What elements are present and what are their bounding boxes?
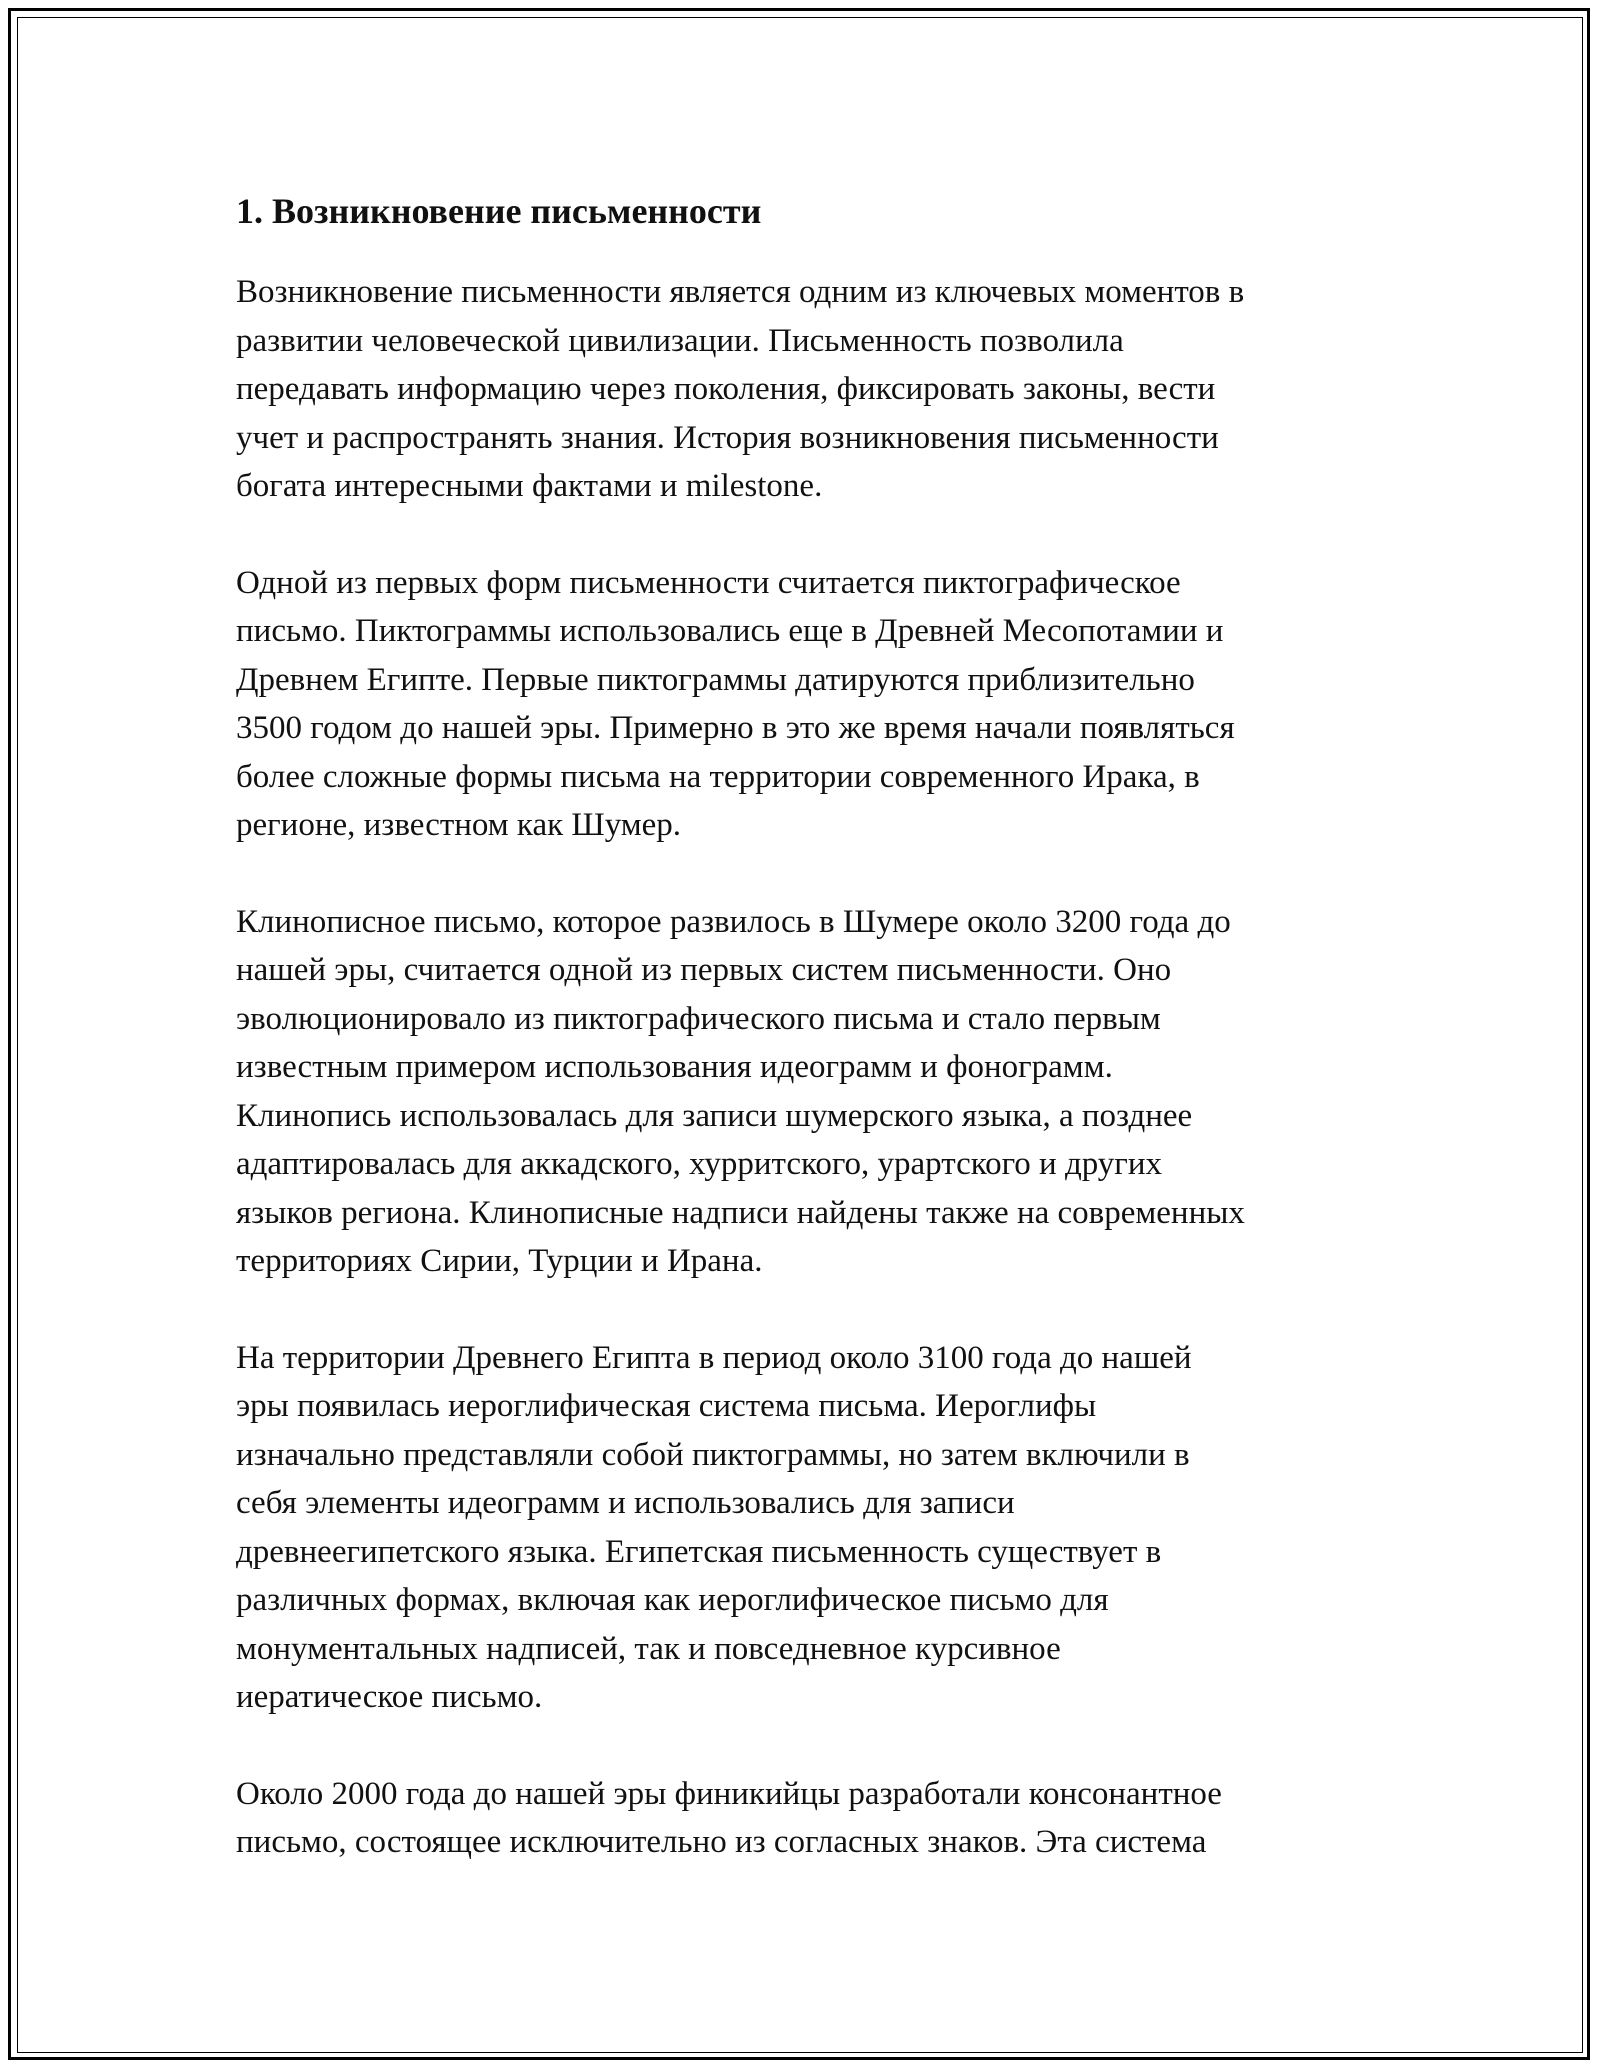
document-body [236,180,1376,1867]
paragraph-phoenician-script: Около 2000 года до нашей эры финикийцы разработали консонантное письмо, состоящее исключительно из согласных знаков. Эта система [236,1775,1222,1860]
paragraph-egyptian-hieroglyphs: На территории Древнего Египта в период около 3100 года до нашей эры появилась иероглифическая система письма. Иероглифы изначально представляли собой пиктограммы, но затем включили в себя элементы идеограмм и использовались для записи древнеегипетского языка. Египетская письменность существует в различных формах, включая как иероглифическое письмо для монументальных надписей, так и повседневное курсивное иератическое письмо. [236,1339,1192,1715]
section-heading: 1. Возникновение письменности [236,191,762,231]
paragraph-pictographic-writing: Одной из первых форм письменности считается пиктографическое письмо. Пиктограммы использовались еще в Древней Месопотамии и Древнем Египте. Первые пиктограммы датируются приблизительно 3500 годом до нашей эры. Примерно в это же время начали появляться более сложные формы письма на территории современного Ирака, в регионе, известном как Шумер. [236,564,1235,843]
paragraph-writing-origins: Возникновение письменности является одним из ключевых моментов в развитии человеческой цивилизации. Письменность позволила передавать информацию через поколения, фиксировать законы, вести учет и распространять знания. История возникновения письменности богата интересными фактами и milestone. [236,274,1245,504]
paragraph-cuneiform: Клинописное письмо, которое развилось в Шумере около 3200 года до нашей эры, считается одной из первых систем письменности. Оно эволюционировало из пиктографического письма и стало первым известным примером использования идеограмм и фонограмм. Клинопись использовалась для записи шумерского языка, а позднее адаптировалась для аккадского, хурритского, урартского и других языков региона. Клинописные надписи найдены также на современных территориях Сирии, Турции и Ирана. [236,903,1245,1279]
